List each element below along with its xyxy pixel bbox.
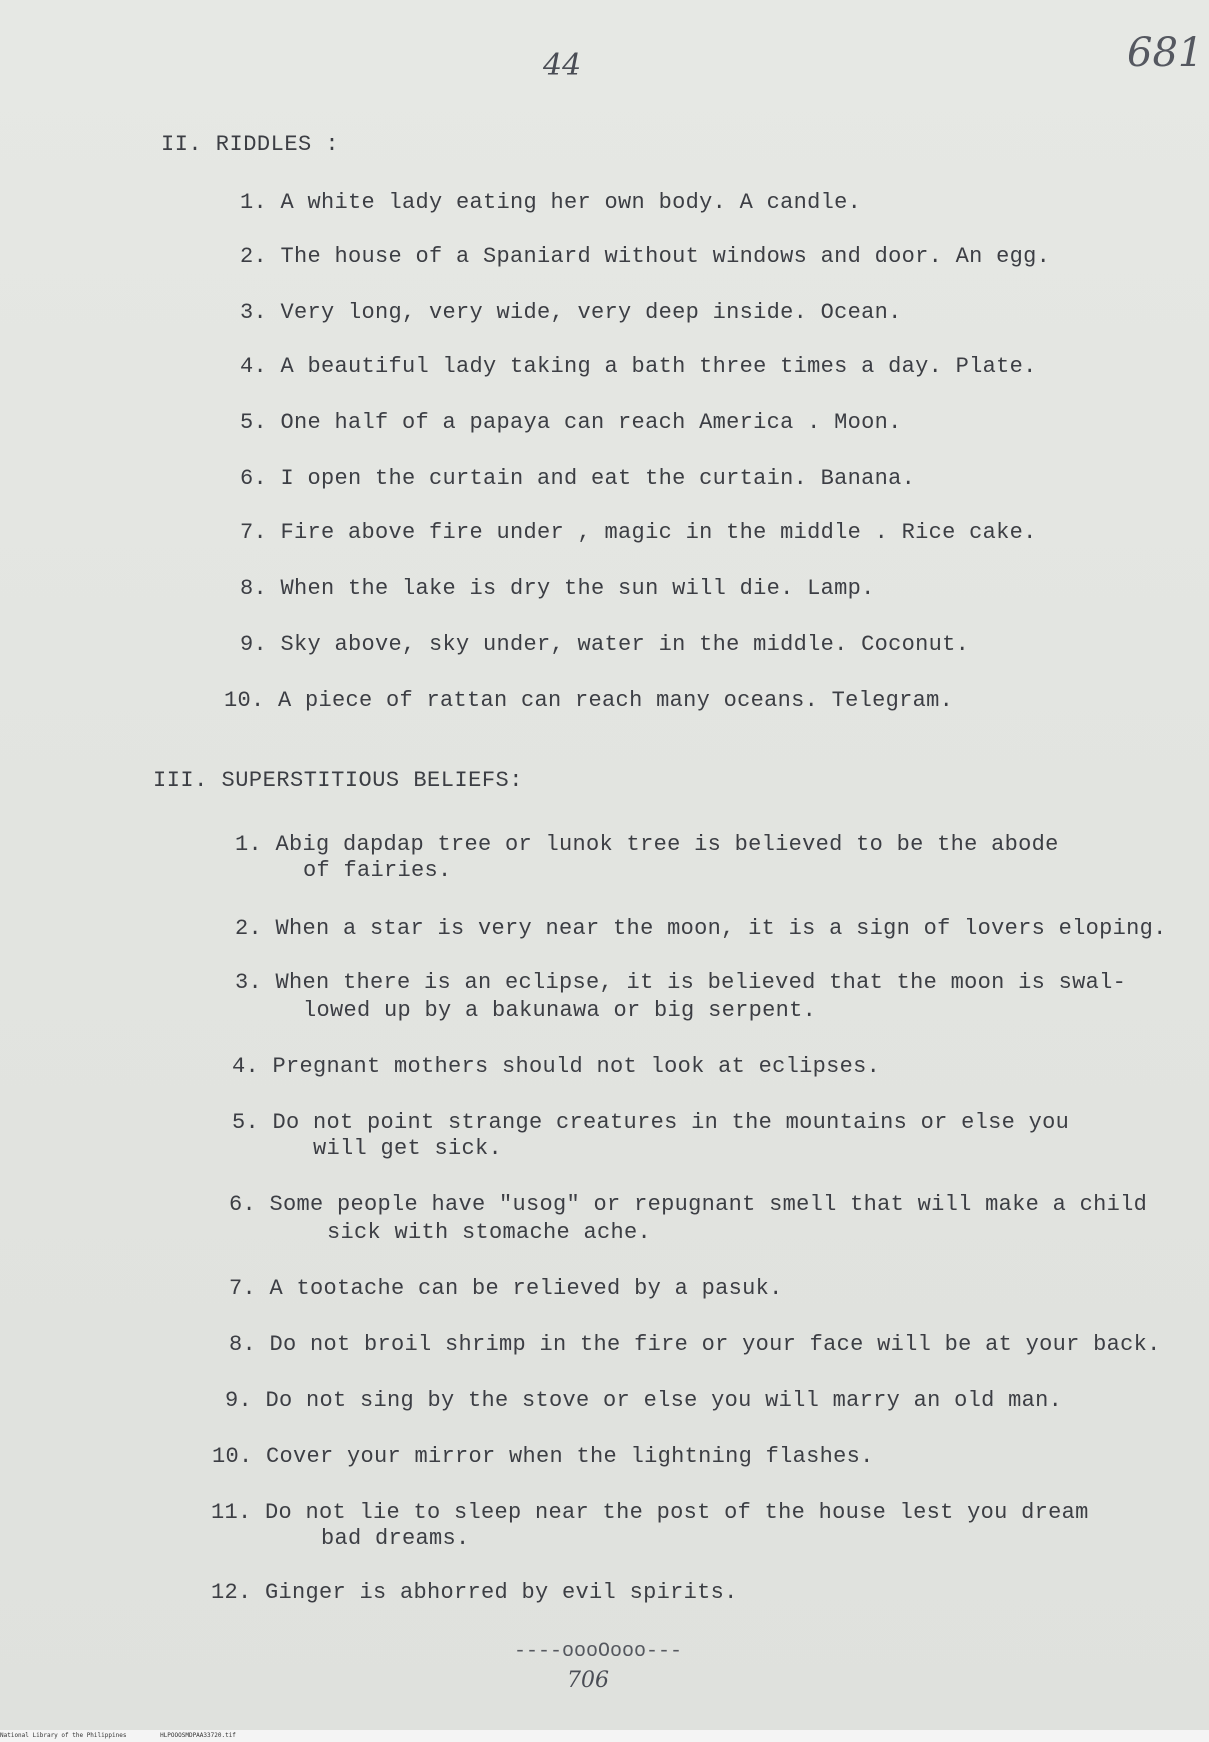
belief-1-cont: of fairies. [303,858,452,883]
end-mark: ----oooOooo--- [514,1640,683,1663]
belief-6: 6. Some people have "usog" or repugnant smell that will make a child [229,1192,1148,1217]
belief-9: 9. Do not sing by the stove or else you will marry an old man. [225,1388,1063,1413]
riddle-8: 8. When the lake is dry the sun will die. Lamp. [240,576,875,601]
belief-3: 3. When there is an eclipse, it is believed that the moon is swal- [235,970,1127,995]
belief-12: 12. Ginger is abhorred by evil spirits. [211,1580,738,1605]
riddle-2: 2. The house of a Spaniard without windows and door. An egg. [240,244,1051,269]
belief-2: 2. When a star is very near the moon, it is a sign of lovers eloping. [235,916,1167,941]
riddle-1: 1. A white lady eating her own body. A candle. [240,190,862,215]
corner-number: 681 [1127,30,1204,76]
riddle-5: 5. One half of a papaya can reach America . Moon. [240,410,902,435]
riddle-7: 7. Fire above fire under , magic in the middle . Rice cake. [240,520,1037,545]
riddle-4: 4. A beautiful lady taking a bath three times a day. Plate. [240,354,1037,379]
belief-3-cont: lowed up by a bakunawa or big serpent. [303,998,817,1023]
library-name: National Library of the Philippines [0,1732,127,1739]
riddle-10: 10. A piece of rattan can reach many oceans. Telegram. [224,688,954,713]
riddle-6: 6. I open the curtain and eat the curtain. Banana. [240,466,916,491]
file-name: HLPOOOSMDPAA33720.tif [160,1732,236,1739]
belief-1: 1. Abig dapdap tree or lunok tree is believed to be the abode [235,832,1059,857]
riddles-heading: II. RIDDLES : [161,132,340,157]
beliefs-heading: III. SUPERSTITIOUS BELIEFS: [153,768,523,793]
belief-4: 4. Pregnant mothers should not look at eclipses. [232,1054,881,1079]
scan-footer-bar [0,1730,1209,1742]
riddle-9: 9. Sky above, sky under, water in the middle. Coconut. [240,632,970,657]
belief-5-cont: will get sick. [313,1136,503,1161]
riddle-3: 3. Very long, very wide, very deep inside. Ocean. [240,300,902,325]
belief-11: 11. Do not lie to sleep near the post of the house lest you dream [211,1500,1089,1525]
belief-11-cont: bad dreams. [321,1526,470,1551]
belief-10: 10. Cover your mirror when the lightning flashes. [212,1444,874,1469]
belief-6-cont: sick with stomache ache. [327,1220,652,1245]
belief-7: 7. A tootache can be relieved by a pasuk. [229,1276,783,1301]
belief-5: 5. Do not point strange creatures in the mountains or else you [232,1110,1070,1135]
page-number: 44 [543,48,582,83]
footer-handwritten-mark: 706 [567,1668,609,1693]
belief-8: 8. Do not broil shrimp in the fire or your face will be at your back. [229,1332,1161,1357]
